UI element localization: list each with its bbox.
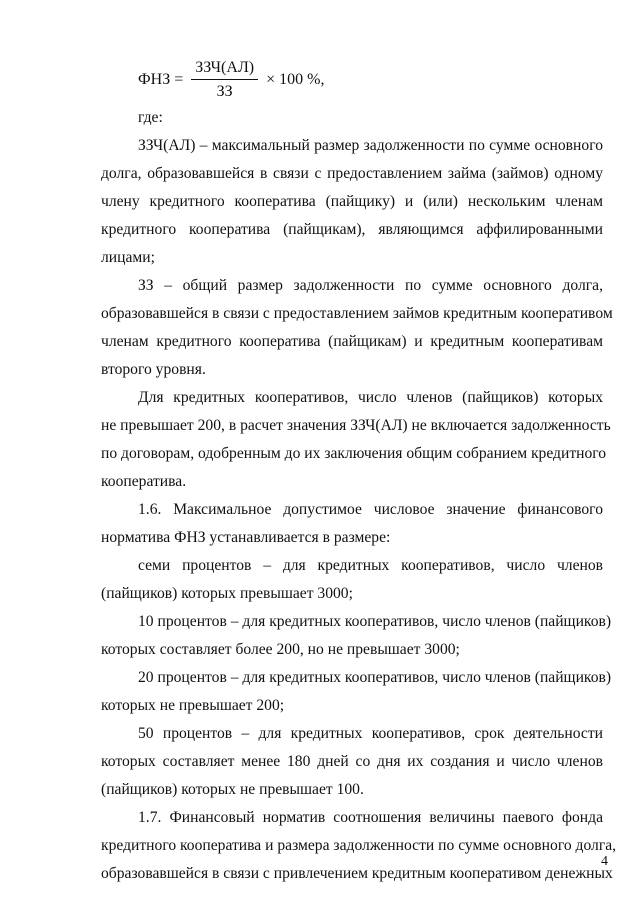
formula-denominator: ЗЗ [216, 83, 233, 100]
text-line: кооператива. [101, 473, 187, 490]
text-line: которых составляет менее 180 дней со дня их создания и число членов [101, 753, 603, 770]
text-line: долга, образовавшейся в связи с предоставлением займа (займов) одному [101, 165, 603, 182]
text-line: норматива ФНЗ устанавливается в размере: [101, 529, 391, 546]
text-line: 1.6. Максимальное допустимое числовое значение финансового [138, 501, 603, 518]
text-line: по договорам, одобренным до их заключения общим собранием кредитного [101, 445, 607, 462]
formula-rhs: × 100 %, [266, 71, 325, 88]
text-line: 10 процентов – для кредитных кооперативов, число членов (пайщиков) [138, 613, 612, 630]
page-number: 4 [601, 854, 608, 869]
text-line: которых не превышает 200; [101, 697, 285, 714]
text-line: которых составляет более 200, но не превышает 3000; [101, 641, 460, 658]
text-line: членам кредитного кооператива (пайщикам) и кредитным кооперативам [101, 333, 603, 350]
fnz-formula [138, 57, 324, 103]
text-line: (пайщиков) которых не превышает 100. [101, 781, 364, 798]
formula-numerator: ЗЗЧ(АЛ) [191, 59, 258, 80]
text-line: образовавшейся в связи с привлечением кредитным кооперативом денежных [101, 865, 613, 882]
text-line: кредитного кооператива и размера задолженности по сумме основного долга, [101, 837, 617, 854]
text-line: кредитного кооператива (пайщикам), являющимся аффилированными [101, 221, 603, 238]
formula-lhs: ФНЗ = [138, 71, 184, 88]
text-line: 20 процентов – для кредитных кооперативов, число членов (пайщиков) [138, 669, 612, 686]
text-line: ЗЗ – общий размер задолженности по сумме основного долга, [138, 277, 603, 294]
text-line: 50 процентов – для кредитных кооперативов, срок деятельности [138, 725, 603, 742]
text-line: второго уровня. [101, 361, 206, 378]
text-line: лицами; [101, 249, 155, 266]
text-line: Для кредитных кооперативов, число членов (пайщиков) которых [138, 389, 603, 406]
text-line: члену кредитного кооператива (пайщику) и (или) нескольким членам [101, 193, 603, 210]
text-line: образовавшейся в связи с предоставлением займов кредитным кооперативом [101, 305, 613, 322]
text-line: 1.7. Финансовый норматив соотношения величины паевого фонда [138, 809, 603, 826]
formula-fraction [191, 59, 258, 101]
text-line: (пайщиков) которых превышает 3000; [101, 585, 353, 602]
text-line: ЗЗЧ(АЛ) – максимальный размер задолженности по сумме основного [138, 137, 603, 154]
text-line: семи процентов – для кредитных кооперативов, число членов [138, 557, 603, 574]
text-line: не превышает 200, в расчет значения ЗЗЧ(АЛ) не включается задолженность [101, 417, 611, 434]
text-line: где: [138, 109, 163, 126]
